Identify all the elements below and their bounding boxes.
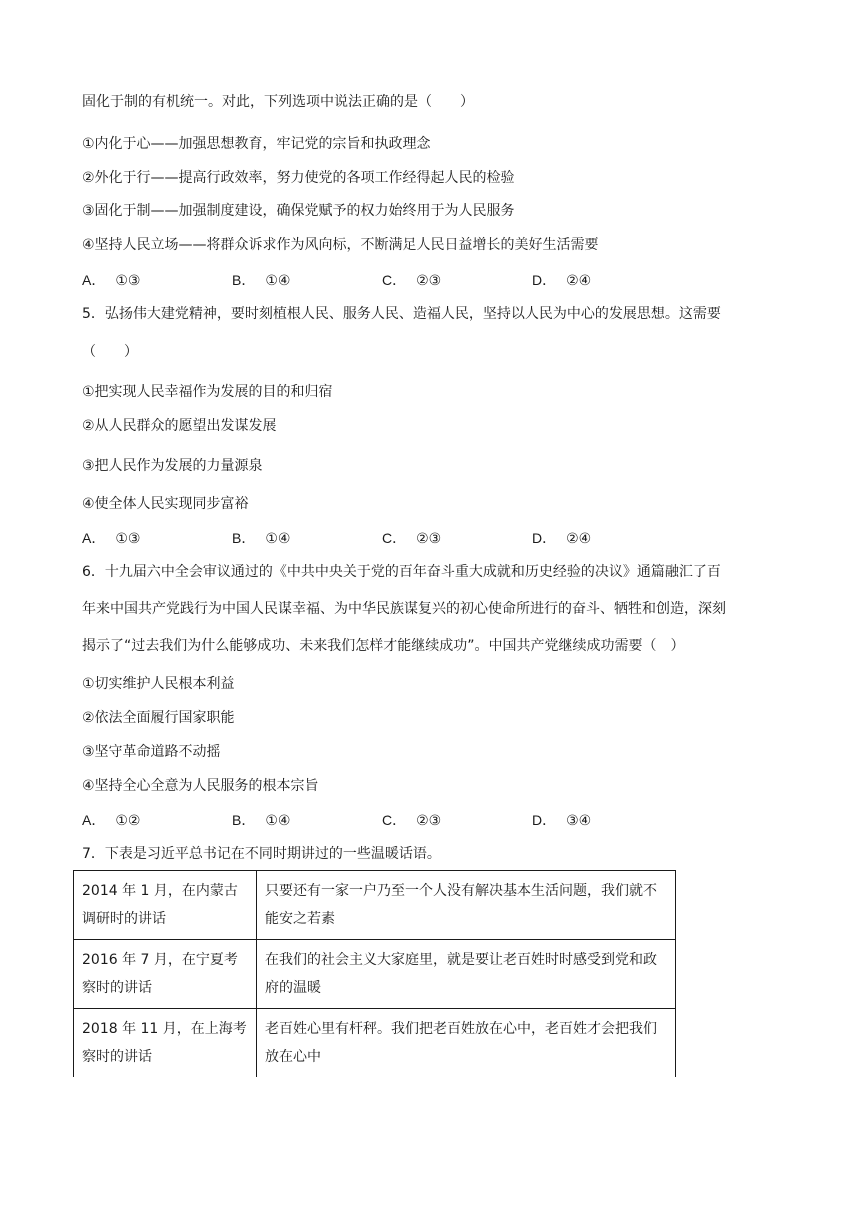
q4-item-1: ①内化于心——加强思想教育，牢记党的宗旨和执政理念 <box>82 136 431 152</box>
q6-option-c[interactable]: C． ②③ <box>382 812 442 829</box>
table-cell-time: 2016 年 7 月，在宁夏考察时的讲话 <box>74 940 257 1009</box>
q4-options <box>82 270 782 290</box>
q7-stem: 7．下表是习近平总书记在不同时期讲过的一些温暖话语。 <box>82 846 441 862</box>
q5-item-1: ①把实现人民幸福作为发展的目的和归宿 <box>82 384 333 400</box>
q6-stem-line-1: 6．十九届六中全会审议通过的《中共中央关于党的百年奋斗重大成就和历史经验的决议》通篇融汇了百 <box>82 564 721 580</box>
q6-item-3: ③坚守革命道路不动摇 <box>82 744 221 760</box>
q6-options <box>82 810 782 830</box>
q5-stem-line-1: 5．弘扬伟大建党精神，要时刻植根人民、服务人民、造福人民，坚持以人民为中心的发展思想。这需要 <box>82 306 721 322</box>
q5-stem-line-2: （ ） <box>82 344 138 360</box>
speech-table <box>73 870 676 1077</box>
q4-option-d[interactable]: D． ②④ <box>532 272 592 289</box>
q6-item-2: ②依法全面履行国家职能 <box>82 710 235 726</box>
q4-option-a[interactable]: A． ①③ <box>82 272 141 289</box>
q6-stem-line-2: 年来中国共产党践行为中国人民谋幸福、为中华民族谋复兴的初心使命所进行的奋斗、牺牲和创造，深刻 <box>82 601 726 617</box>
q6-option-a[interactable]: A． ①② <box>82 812 141 829</box>
q5-option-d[interactable]: D． ②④ <box>532 530 592 547</box>
q6-item-1: ①切实维护人民根本利益 <box>82 676 235 692</box>
q5-item-2: ②从人民群众的愿望出发谋发展 <box>82 418 277 434</box>
table-row <box>74 871 676 940</box>
q4-option-c[interactable]: C． ②③ <box>382 272 442 289</box>
q4-item-4: ④坚持人民立场——将群众诉求作为风向标，不断满足人民日益增长的美好生活需要 <box>82 237 599 253</box>
q5-item-3: ③把人民作为发展的力量源泉 <box>82 458 263 474</box>
q6-option-d[interactable]: D． ③④ <box>532 812 592 829</box>
q5-options <box>82 528 782 548</box>
table-cell-quote: 老百姓心里有杆秤。我们把老百姓放在心中，老百姓才会把我们放在心中 <box>257 1009 676 1078</box>
q4-item-2: ②外化于行——提高行政效率，努力使党的各项工作经得起人民的检验 <box>82 170 515 186</box>
q5-option-c[interactable]: C． ②③ <box>382 530 442 547</box>
q6-stem-line-3: 揭示了“过去我们为什么能够成功、未来我们怎样才能继续成功”。中国共产党继续成功需要（ ） <box>82 638 685 654</box>
q5-option-a[interactable]: A． ①③ <box>82 530 141 547</box>
q5-item-4: ④使全体人民实现同步富裕 <box>82 496 249 512</box>
q6-option-b[interactable]: B． ①④ <box>232 812 291 829</box>
q4-option-b[interactable]: B． ①④ <box>232 272 291 289</box>
q4-stem-continued: 固化于制的有机统一。对此，下列选项中说法正确的是（ ） <box>82 94 474 110</box>
table-cell-time: 2014 年 1 月，在内蒙古调研时的讲话 <box>74 871 257 940</box>
table-row <box>74 940 676 1009</box>
q5-option-b[interactable]: B． ①④ <box>232 530 291 547</box>
q6-item-4: ④坚持全心全意为人民服务的根本宗旨 <box>82 778 319 794</box>
q4-item-3: ③固化于制——加强制度建设，确保党赋予的权力始终用于为人民服务 <box>82 203 515 219</box>
table-cell-time: 2018 年 11 月，在上海考察时的讲话 <box>74 1009 257 1078</box>
table-cell-quote: 在我们的社会主义大家庭里，就是要让老百姓时时感受到党和政府的温暖 <box>257 940 676 1009</box>
table-cell-quote: 只要还有一家一户乃至一个人没有解决基本生活问题，我们就不能安之若素 <box>257 871 676 940</box>
table-row <box>74 1009 676 1078</box>
